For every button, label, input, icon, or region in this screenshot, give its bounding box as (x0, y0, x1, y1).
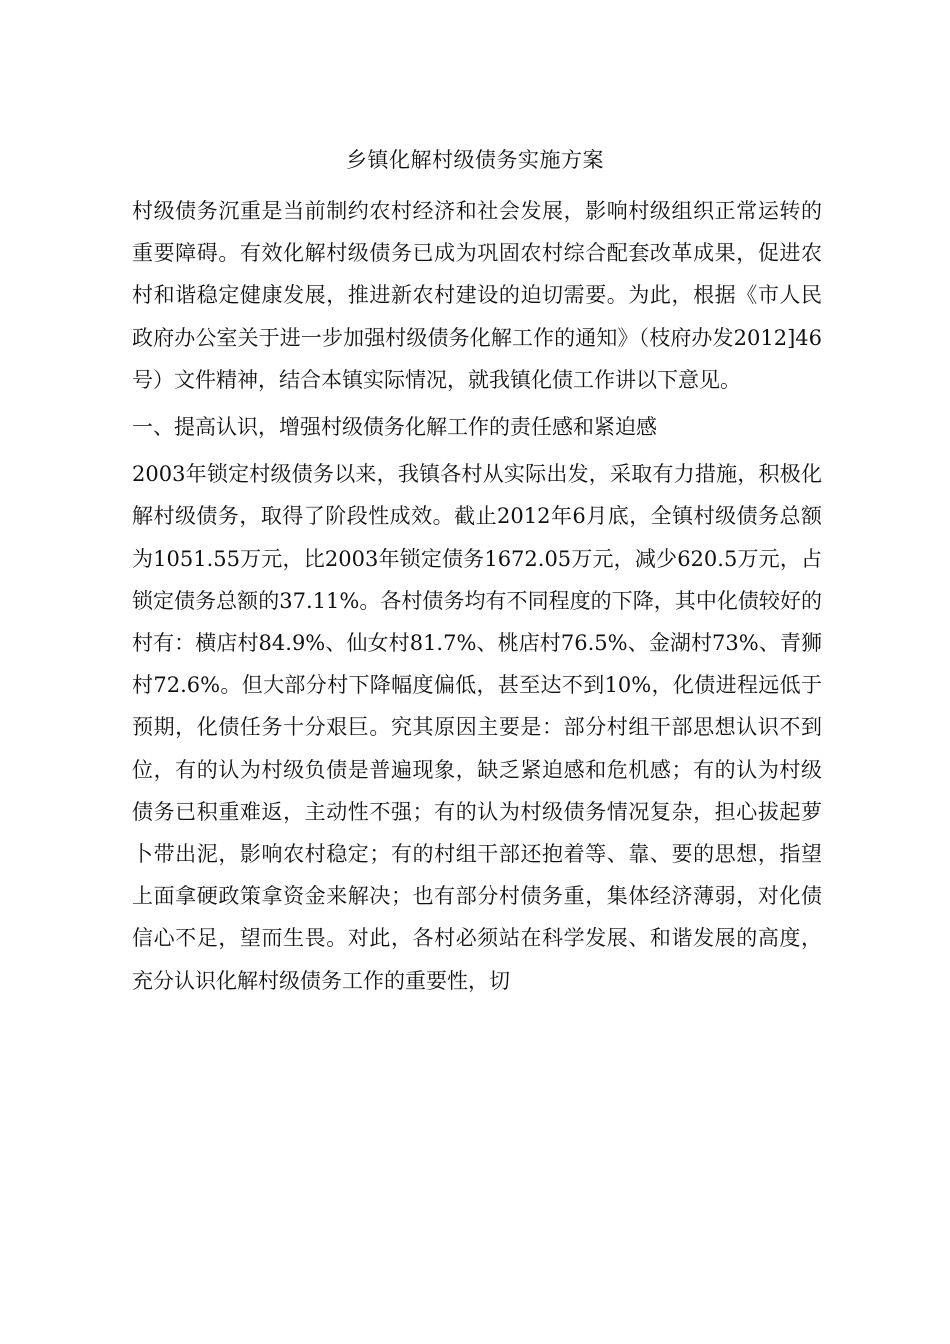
paragraph-intro: 村级债务沉重是当前制约农村经济和社会发展，影响村级组织正常运转的重要障碍。有效化解村级债务已成为巩固农村综合配套改革成果，促进农村和谐稳定健康发展，推进新农村建设的迫切需要。为此，根据《市人民政府办公室关于进一步加强村级债务化解工作的通知》（枝府办发2012]46号）文件精神，结合本镇实际情况，就我镇化债工作讲以下意见。 (132, 199, 822, 392)
document-title: 乡镇化解村级债务实施方案 (346, 148, 604, 172)
paragraph-section-1: 2003年锁定村级债务以来，我镇各村从实际出发，采取有力措施，积极化解村级债务，取得了阶段性成效。截止2012年6月底，全镇村级债务总额为1051.55万元，比2003年锁定债务1672.05万元，减少620.5万元，占锁定债务总额的37.11%。各村债务均有不同程度的下降，其中化债较好的村有：横店村84.9%、仙女村81.7%、桃店村76.5%、金湖村73%、青狮村72.6%。但大部分村下降幅度偏低，甚至达不到10%，化债进程远低于预期，化债任务十分艰巨。究其原因主要是：部分村组干部思想认识不到位，有的认为村级负债是普遍现象，缺乏紧迫感和危机感；有的认为村级债务已积重难返，主动性不强；有的认为村级债务情况复杂，担心拔起萝卜带出泥，影响农村稳定；有的村组干部还抱着等、靠、要的思想，指望上面拿硬政策拿资金来解决；也有部分村债务重，集体经济薄弱，对化债信心不足，望而生畏。对此，各村必须站在科学发展、和谐发展的高度，充分认识化解村级债务工作的重要性，切 (132, 462, 822, 993)
document-body (132, 190, 822, 1007)
section-heading-1: 一、提高认识，增强村级债务化解工作的责任感和紧迫感 (132, 415, 657, 440)
